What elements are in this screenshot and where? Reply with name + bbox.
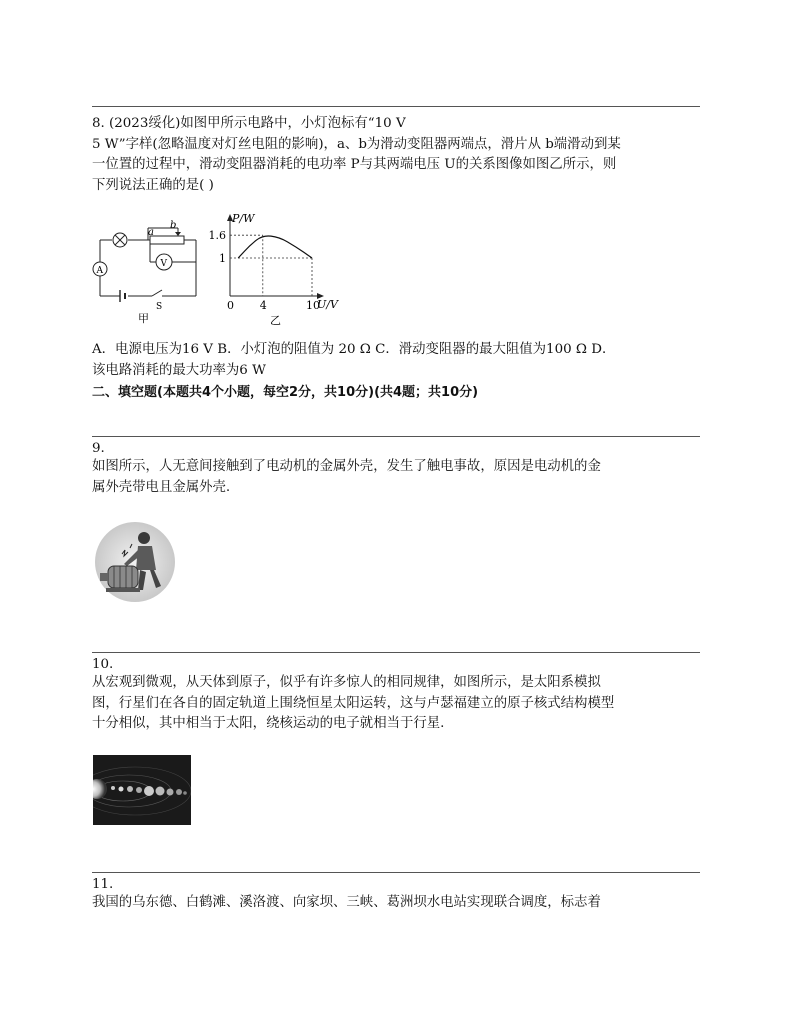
- q10-stem: [92, 673, 704, 735]
- q9-number: 9.: [92, 441, 105, 456]
- q9-line-2: 属外壳带电且金属外壳.: [92, 479, 231, 495]
- electric-shock-illustration: [94, 520, 176, 604]
- divider-q8: [92, 106, 700, 107]
- q8-line-2: 5 W”字样(忽略温度对灯丝电阻的影响)，a、b为滑动变阻器两端点，滑片从 b端滑动到某: [92, 136, 621, 152]
- x-tick-label: 4: [259, 299, 267, 312]
- y-axis-label: P/W: [232, 212, 255, 225]
- q9-line-1: 如图所示，人无意间接触到了电动机的金属外壳，发生了触电事故，原因是电动机的金: [92, 459, 601, 474]
- q10-line-3: 十分相似，其中相当于太阳，绕核运动的电子就相当于行星.: [92, 716, 445, 731]
- power-voltage-chart-yi: [204, 210, 354, 328]
- solar-system-image: [93, 755, 191, 825]
- ammeter-label: A: [96, 266, 103, 276]
- q8-options-line-2: 该电路消耗的最大功率为6 W: [92, 362, 266, 378]
- figure-caption-yi: 乙: [270, 314, 281, 327]
- q11-line-1: 我国的乌东德、白鹤滩、溪洛渡、向家坝、三峡、葛洲坝水电站实现联合调度，标志着: [92, 895, 601, 910]
- q10-line-1: 从宏观到微观，从天体到原子，似乎有许多惊人的相同规律，如图所示，是太阳系模拟: [92, 675, 601, 690]
- series-line-0: [238, 236, 312, 258]
- q11-stem: [92, 893, 704, 914]
- q10-number: 10.: [92, 657, 114, 672]
- divider-q9: [92, 436, 700, 437]
- q8-line-3: 一位置的过程中，滑动变阻器消耗的电功率 P与其两端电压 U的关系图像如图乙所示，则: [92, 157, 617, 172]
- q8-line-4: 下列说法正确的是( ): [92, 177, 214, 193]
- q8-line-1: 8. (2023绥化)如图甲所示电路中，小灯泡标有“10 V: [92, 116, 406, 131]
- y-tick-label: 1: [219, 252, 226, 265]
- divider-q10: [92, 652, 700, 653]
- rheostat-label-a: a: [148, 227, 154, 238]
- x-tick-label: 10: [306, 299, 320, 312]
- q11-number: 11.: [92, 877, 114, 892]
- q9-stem: [92, 457, 704, 498]
- switch-label: S: [156, 302, 163, 312]
- q8-options: [92, 340, 704, 381]
- x-axis-label: U/V: [317, 298, 338, 311]
- divider-q11: [92, 872, 700, 873]
- bulb-icon: [113, 233, 127, 247]
- q10-line-2: 图，行星们在各自的固定轨道上围绕恒星太阳运转，这与卢瑟福建立的原子核式结构模型: [92, 695, 615, 711]
- figure-caption-jia: 甲: [138, 312, 149, 325]
- rheostat-label-b: b: [170, 220, 177, 231]
- x-tick-label: 0: [227, 299, 234, 312]
- y-tick-label: 1.6: [208, 229, 226, 243]
- section2-heading: 二、填空题(本题共4个小题，每空2分，共10分)(共4题；共10分): [92, 385, 479, 400]
- circuit-diagram-jia: [92, 216, 204, 326]
- voltmeter-label: V: [160, 259, 167, 269]
- q8-options-line-1: A．电源电压为16 V B．小灯泡的阻值为 20 Ω C．滑动变阻器的最大阻值为100 Ω D．: [92, 342, 616, 357]
- q8-stem: [92, 114, 704, 196]
